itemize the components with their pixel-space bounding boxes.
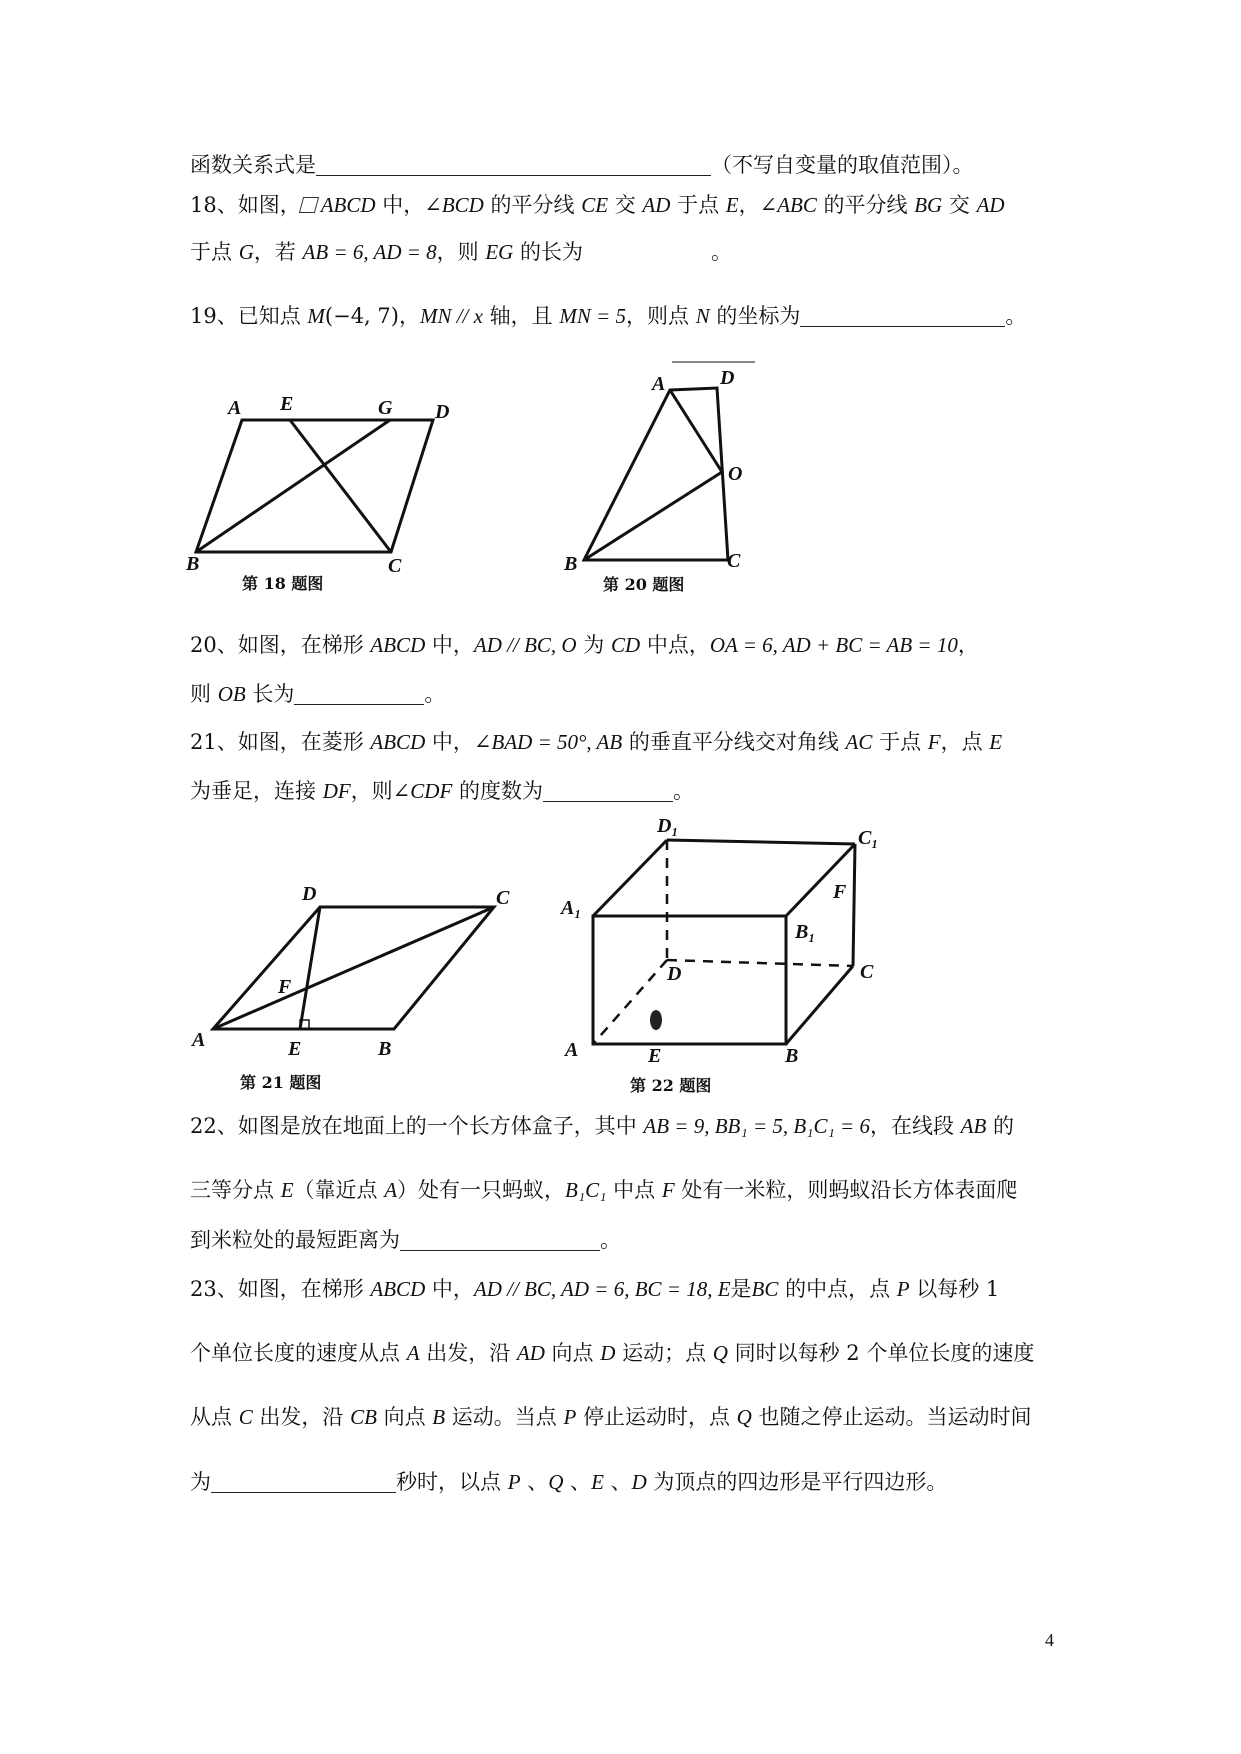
fig18-label-E: E <box>280 393 294 415</box>
fig21-label-D: D <box>302 883 317 905</box>
fig18-label-A: A <box>228 397 242 419</box>
figure-21-caption: 第 21 题图 <box>240 1073 322 1092</box>
fig22-label-E: E <box>648 1045 662 1067</box>
question-23-line3: 从点 C 出发，沿 CB 向点 B 运动。当点 P 停止运动时，点 Q 也随之停止运动。当运动时间 <box>190 1405 1032 1429</box>
fig20-label-O: O <box>728 463 743 485</box>
figure-21 <box>190 880 520 1060</box>
answer-blank-23[interactable] <box>211 1470 396 1493</box>
parallelogram-icon <box>299 197 319 213</box>
question-23-line2: 个单位长度的速度从点 A 出发，沿 AD 向点 D 运动；点 Q 同时以每秒 2 个单位长度的速度 <box>190 1341 1035 1365</box>
fig22-label-D: D <box>667 963 682 985</box>
fig22-label-B1: B₁ <box>795 921 816 943</box>
question-18-line1: 18、如图， ABCD 中，∠BCD 的平分线 CE 交 AD 于点 E，∠ABC 的平分线 BG 交 AD <box>190 193 1005 217</box>
figure-20-caption: 第 20 题图 <box>603 575 685 594</box>
answer-blank-20[interactable] <box>294 682 424 705</box>
fig22-label-B: B <box>785 1045 799 1067</box>
fig22-label-C1: C₁ <box>858 827 879 849</box>
question-21-line1: 21、如图，在菱形 ABCD 中，∠BAD = 50°, AB 的垂直平分线交对角线 AC 于点 F，点 E <box>190 730 1003 754</box>
fig20-label-A: A <box>652 373 666 395</box>
ant-icon <box>650 1010 662 1030</box>
fig21-label-A: A <box>192 1029 206 1051</box>
figure-22 <box>555 815 915 1070</box>
fig22-label-F: F <box>833 881 847 903</box>
fig18-label-G: G <box>378 397 393 419</box>
answer-blank-17[interactable] <box>316 153 711 176</box>
fig18-label-B: B <box>186 553 200 575</box>
fig22-label-C: C <box>860 961 874 983</box>
fig21-label-C: C <box>496 887 510 909</box>
question-20-line1: 20、如图，在梯形 ABCD 中，AD // BC, O 为 CD 中点，OA = 6, AD + BC = AB = 10， <box>190 633 979 657</box>
q17-tail-line: 函数关系式是 （不写自变量的取值范围）。 <box>190 153 974 177</box>
question-22-line1: 22、如图是放在地面上的一个长方体盒子，其中 AB = 9, BB₁ = 5, B₁C₁ = 6，在线段 AB 的 <box>190 1114 1014 1138</box>
question-18-line2: 于点 G，若 AB = 6, AD = 8，则 EG 的长为 。 <box>190 240 733 264</box>
question-21-line2: 为垂足，连接 DF，则∠CDF 的度数为 。 <box>190 779 694 803</box>
question-23-line4: 为 秒时，以点 P 、Q 、E 、D 为顶点的四边形是平行四边形。 <box>190 1470 948 1494</box>
fig21-label-E: E <box>288 1038 302 1060</box>
figure-20 <box>560 360 760 580</box>
answer-blank-21[interactable] <box>543 779 673 802</box>
figure-18 <box>186 390 470 580</box>
fig22-label-D1: D₁ <box>657 815 679 837</box>
page-number: 4 <box>1045 1630 1054 1650</box>
fig18-label-D: D <box>435 401 450 423</box>
fig22-label-A1: A₁ <box>561 897 582 919</box>
fig22-label-A: A <box>565 1039 579 1061</box>
question-20-line2: 则 OB 长为 。 <box>190 682 446 706</box>
question-22-line2: 三等分点 E（靠近点 A）处有一只蚂蚁，B₁C₁ 中点 F 处有一米粒，则蚂蚁沿长方体表面爬 <box>190 1178 1018 1202</box>
question-22-line3: 到米粒处的最短距离为 。 <box>190 1228 621 1252</box>
question-23-line1: 23、如图，在梯形 ABCD 中，AD // BC, AD = 6, BC = 18, E是BC 的中点，点 P 以每秒 1 <box>190 1277 1000 1301</box>
question-19-line: 19、已知点 M(−4, 7)，MN // x 轴，且 MN = 5，则点 N 的坐标为 。 <box>190 304 1027 328</box>
figure-22-caption: 第 22 题图 <box>630 1076 712 1095</box>
figure-18-caption: 第 18 题图 <box>242 574 324 593</box>
fig18-label-C: C <box>388 555 402 577</box>
answer-blank-22[interactable] <box>400 1228 600 1251</box>
fig20-label-B: B <box>564 553 578 575</box>
fig20-label-C: C <box>727 550 741 572</box>
fig21-label-F: F <box>278 976 292 998</box>
fig21-label-B: B <box>378 1038 392 1060</box>
answer-blank-19[interactable] <box>800 304 1005 327</box>
fig20-label-D: D <box>720 367 735 389</box>
